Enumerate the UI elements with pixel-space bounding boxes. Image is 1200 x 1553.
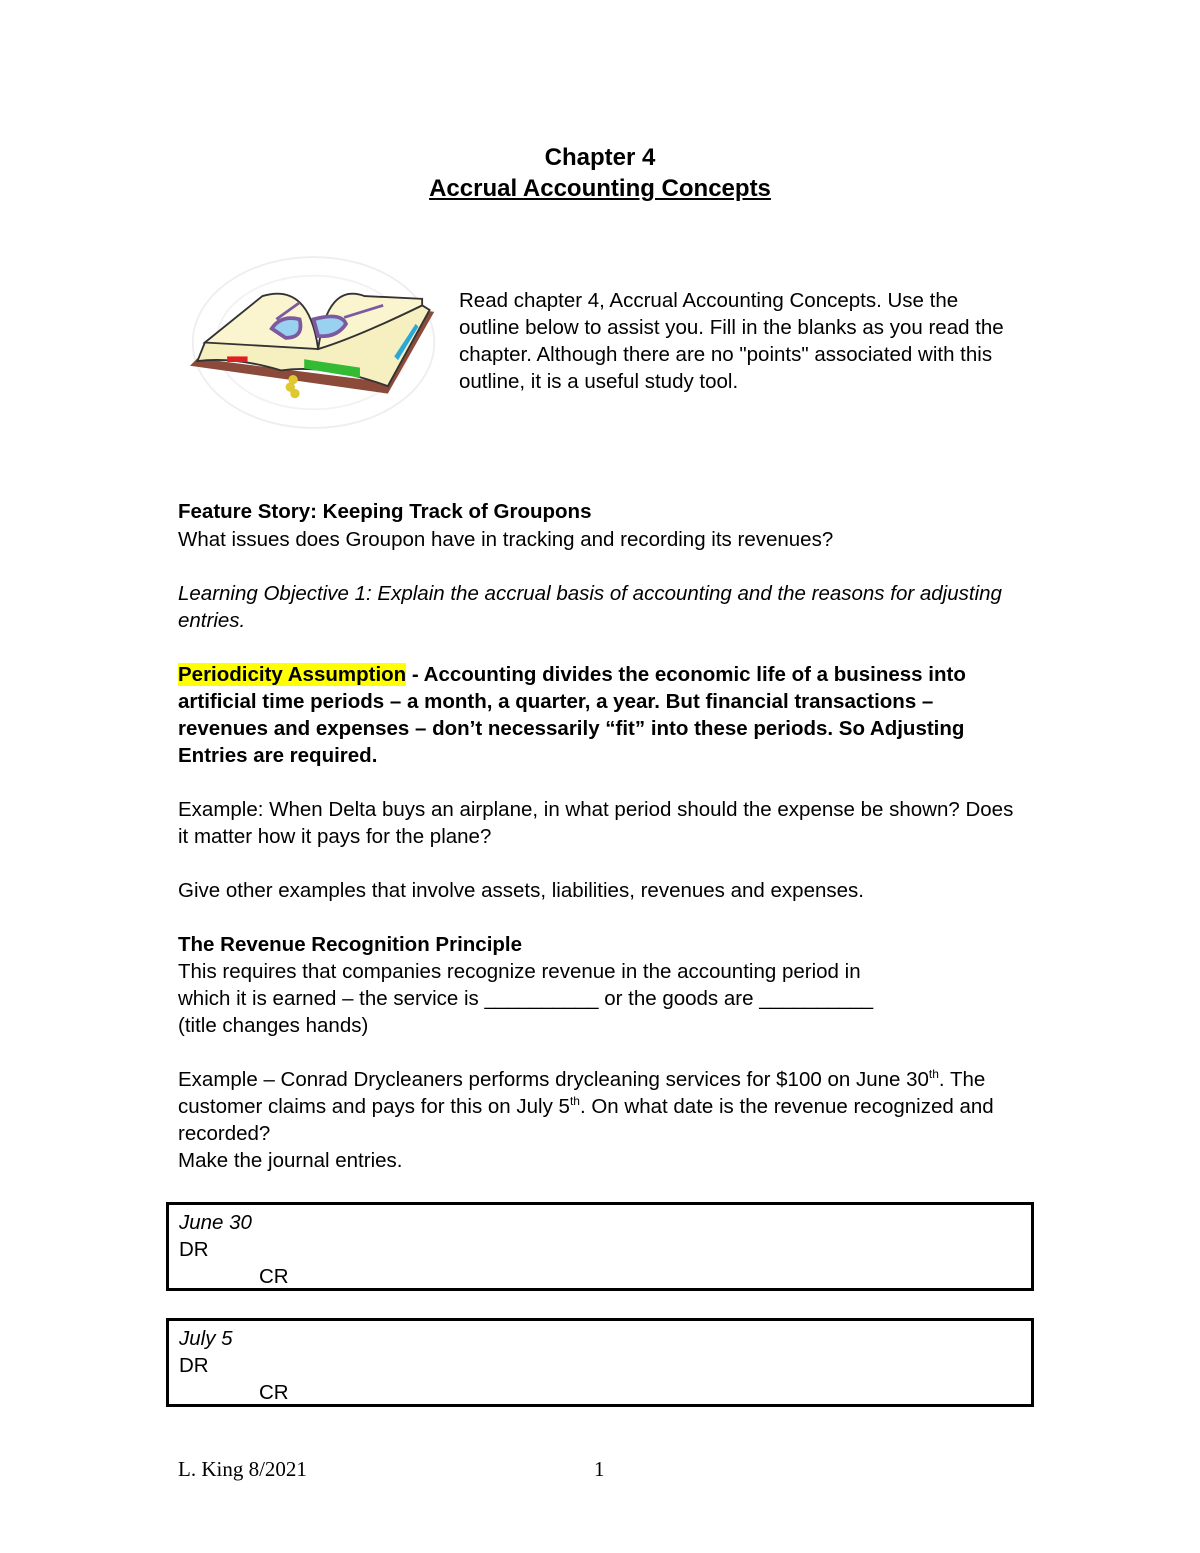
revenue-recognition-line-3: (title changes hands): [178, 1014, 369, 1037]
journal-entries-prompt: Make the journal entries.: [178, 1149, 403, 1172]
feature-story-question: What issues does Groupon have in tracking and recording its revenues?: [178, 528, 834, 551]
revenue-recognition-heading: The Revenue Recognition Principle: [178, 933, 523, 956]
example-conrad-part2: . The customer claims and pays for this on July 5: [178, 1068, 986, 1118]
journal-entry-box-july-5[interactable]: [166, 1318, 1034, 1407]
example-delta: Example: When Delta buys an airplane, in what period should the expense be shown? Does it matter how it pays for the plane?: [178, 798, 1014, 848]
page-number: 1: [594, 1457, 605, 1481]
credit-label: CR: [259, 1381, 289, 1404]
intro-text: Read chapter 4, Accrual Accounting Concepts. Use the outline below to assist you. Fill in the blanks as you read the chapter. Although there are no "points" associated with this outline, it is a useful study tool.: [459, 289, 1004, 393]
feature-story-heading: Feature Story: Keeping Track of Groupons: [178, 500, 592, 523]
revenue-recognition-line-2-with-blanks: which it is earned – the service is __________ or the goods are __________: [178, 987, 874, 1010]
example-conrad: [178, 1066, 1028, 1174]
highlighted-term: Periodicity Assumption: [178, 663, 407, 686]
example-conrad-part1: Example – Conrad Drycleaners performs drycleaning services for $100 on June 30: [178, 1068, 929, 1091]
chapter-number: Chapter 4: [544, 144, 656, 171]
superscript-th: th: [928, 1067, 939, 1082]
debit-label: DR: [179, 1238, 209, 1261]
other-examples-prompt: Give other examples that involve assets, liabilities, revenues and expenses.: [178, 879, 864, 902]
periodicity-assumption: [178, 661, 1028, 769]
credit-label: CR: [259, 1265, 289, 1288]
debit-label: DR: [179, 1354, 209, 1377]
page-title: Accrual Accounting Concepts: [429, 175, 771, 202]
book-illustration: [176, 245, 451, 440]
periodicity-definition: - Accounting divides the economic life of a business into artificial time periods – a month, a quarter, a year. But financial transactions – revenues and expenses – don’t necessarily “fit” into these periods. So Adjusting Entries are required.: [178, 663, 966, 767]
entry-date: July 5: [179, 1327, 233, 1350]
journal-entry-box-june-30[interactable]: [166, 1202, 1034, 1291]
example-conrad-part3: . On what date is the revenue recognized and recorded?: [178, 1095, 994, 1145]
entry-date: June 30: [179, 1211, 252, 1234]
footer-author-date: L. King 8/2021: [178, 1457, 307, 1481]
revenue-recognition-line-1: This requires that companies recognize revenue in the accounting period in: [178, 960, 861, 983]
learning-objective: Learning Objective 1: Explain the accrual basis of accounting and the reasons for adjusting entries.: [178, 582, 1002, 632]
superscript-th: th: [569, 1094, 580, 1109]
book-glasses-icon: [176, 245, 451, 440]
